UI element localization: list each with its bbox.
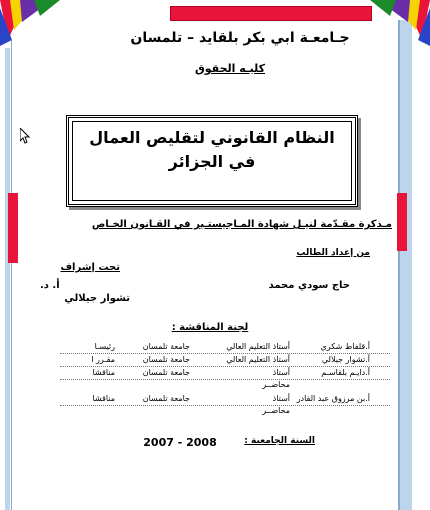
committee-member-1-name: أ.قلفاط شكري (320, 342, 370, 351)
thesis-title-line1: النظام القانوني لتقليص العمال (89, 128, 335, 147)
committee-member-3-role: مناقشا (92, 368, 115, 377)
committee-member-4-rank-cont: محاضــر (262, 406, 290, 415)
committee-heading: لجنة المناقشة : (171, 322, 249, 333)
committee-member-3-institution: جامعة تلمسان (142, 368, 190, 377)
committee-member-2-name: أ.تشوار جيلالي (321, 355, 370, 364)
supervisor-title: أ. د. (40, 280, 60, 291)
corner-ornament-top-right (370, 0, 430, 46)
committee-member-2-role: مقـرر ا (91, 355, 115, 364)
committee-member-4-name: أ.بن مرزوق عبد القادر (296, 394, 370, 403)
student-name: حاج سودي محمد (268, 280, 350, 291)
faculty-name: كليـه الحقوق (194, 62, 266, 75)
committee-member-3-rank: أستاذ (272, 368, 290, 377)
committee-member-1-institution: جامعة تلمسان (142, 342, 190, 351)
frame-right-border (398, 20, 412, 510)
corner-ornament-top-left (0, 0, 60, 46)
committee-member-3-rank-cont: محاضــر (262, 380, 290, 389)
committee-member-4-rank: أستاذ (272, 394, 290, 403)
committee-rule-1 (60, 352, 390, 354)
committee-member-1-rank: أستاذ التعليم العالي (226, 342, 290, 351)
committee-rule-3 (60, 378, 390, 380)
committee-member-3-name: أ.دايـم بلقاسـم (321, 368, 370, 377)
frame-inner-line (11, 40, 12, 510)
frame-left-border (5, 48, 10, 510)
thesis-title-box (66, 115, 358, 207)
university-name: جـامعـة ابي بكر بلقايد – تلمسان (130, 30, 350, 46)
prepared-by-label: من إعداد الطالب (296, 248, 370, 258)
committee-rule-4 (60, 404, 390, 406)
frame-top-bar (170, 6, 372, 21)
committee-member-1-role: رئيسـا (94, 342, 115, 351)
academic-year-label: السنة الجامعية : (244, 436, 315, 446)
committee-member-2-institution: جامعة تلمسان (142, 355, 190, 364)
memo-statement: مـذكرة مقـدّمة لنيـل شهادة المـاجيستـير في القـانون الخـاص (91, 219, 392, 230)
frame-left-red-bar (8, 193, 18, 263)
frame-right-red-bar (397, 193, 407, 251)
thesis-title-line2: في الجزائر (168, 152, 256, 171)
committee-member-2-rank: أستاذ التعليم العالي (226, 355, 290, 364)
academic-year-value: 2007 - 2008 (143, 436, 217, 449)
committee-rule-2 (60, 365, 390, 367)
committee-member-4-institution: جامعة تلمسان (142, 394, 190, 403)
committee-member-4-role: مناقشا (92, 394, 115, 403)
mouse-cursor-icon (20, 128, 30, 144)
supervision-label: تحت إشراف (60, 262, 120, 273)
supervisor-name: تشوار جيلالي (64, 293, 130, 304)
